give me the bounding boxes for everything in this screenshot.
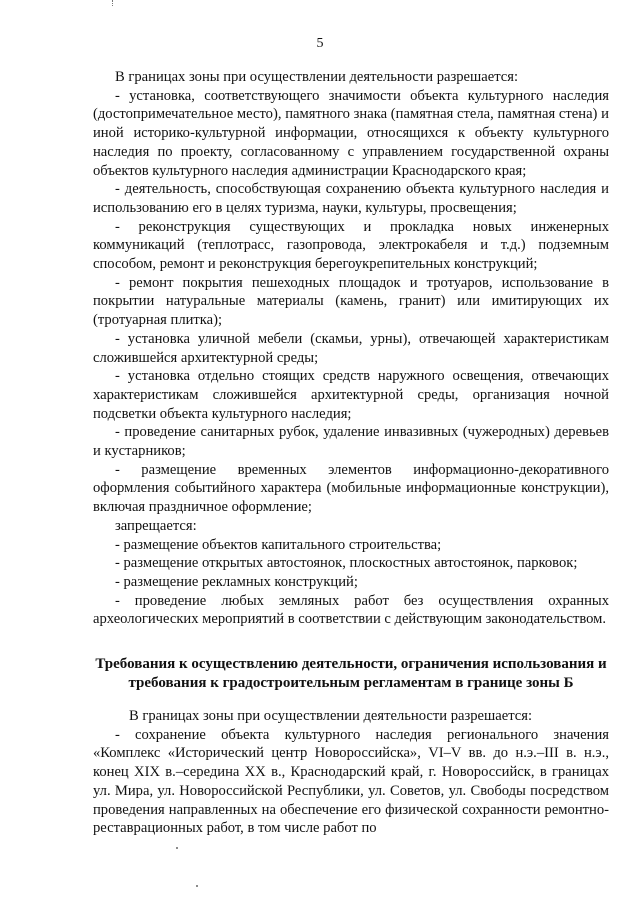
zone-a-allowed-item: - ремонт покрытия пешеходных площадок и тротуаров, использование в покрытии натуральные материалы (камень, гранит) или имитирующих их (тротуарная плитка); <box>93 274 609 329</box>
zone-a-allowed-item: - установка уличной мебели (скамьи, урны), отвечающей характеристикам сложившейся архитектурной среды; <box>93 330 609 366</box>
zone-a-allowed-item: - установка отдельно стоящих средств наружного освещения, отвечающих характеристикам сложившейся архитектурной среды, организация ночной подсветки объекта культурного наследия; <box>93 368 609 422</box>
zone-a-section <box>93 68 609 629</box>
zone-a-prohibited-item: - размещение открытых автостоянок, плоскостных автостоянок, парковок; <box>115 555 578 572</box>
zone-b-section <box>93 707 609 838</box>
zone-a-prohibited-item: - размещение объектов капитального строительства; <box>115 536 442 553</box>
zone-a-allowed-item: - установка, соответствующего значимости объекта культурного наследия (достопримечательное место), памятного знака (памятная стела, памятная стена) и иной историко-культурной информации, относящихся к объекту культурного наследия по проекту, согласованному с управлением государственной охраны объектов культурного наследия администрации Краснодарского края; <box>93 87 609 179</box>
zone-a-allowed-item: - деятельность, способствующая сохранению объекта культурного наследия и использованию его в целях туризма, науки, культуры, просвещения; <box>93 181 609 216</box>
scan-speck <box>196 885 198 887</box>
page-number: 5 <box>316 36 324 51</box>
zone-a-allowed-item: - размещение временных элементов информационно-декоративного оформления событийного характера (мобильные информационные конструкции), включая праздничное оформление; <box>93 461 609 516</box>
zone-a-intro: В границах зоны при осуществлении деятельности разрешается: <box>115 69 519 85</box>
zone-b-intro: В границах зоны при осуществлении деятельности разрешается: <box>129 708 533 724</box>
scan-speck <box>176 847 178 849</box>
scan-edge-mark <box>112 0 114 6</box>
zone-a-prohibited-item: - размещение рекламных конструкций; <box>115 573 358 590</box>
zone-a-allowed-item: - проведение санитарных рубок, удаление инвазивных (чужеродных) деревьев и кустарников; <box>93 424 609 460</box>
zone-b-allowed-item: - сохранение объекта культурного наследия регионального значения «Комплекс «Исторический центр Новороссийска», VI–V вв. до н.э.–III в. н.э., конец XIX в.–середина XX в., Краснодарский край, г. Новороссийск, в границах ул. Мира, ул. Новороссийской Республики, ул. Советов, ул. Свободы посредством проведения направленных на обеспечение его физической сохранности ремонтно-реставрационных работ, в том числе работ по <box>93 726 609 837</box>
zone-a-prohibited-intro: запрещается: <box>115 517 197 534</box>
zone-a-allowed-item: - реконструкция существующих и прокладка новых инженерных коммуникаций (теплотрасс, газопровода, электрокабеля и т.д.) подземным способом, ремонт и реконструкция берегоукрепительных конструкций; <box>93 218 609 273</box>
zone-b-heading: Требования к осуществлению деятельности, ограничения использования и требования к градостроительным регламентам в границе зоны Б <box>95 656 607 691</box>
zone-a-prohibited-item: - проведение любых земляных работ без осуществления охранных археологических мероприятий в соответствии с действующим законодательством. <box>93 592 609 628</box>
